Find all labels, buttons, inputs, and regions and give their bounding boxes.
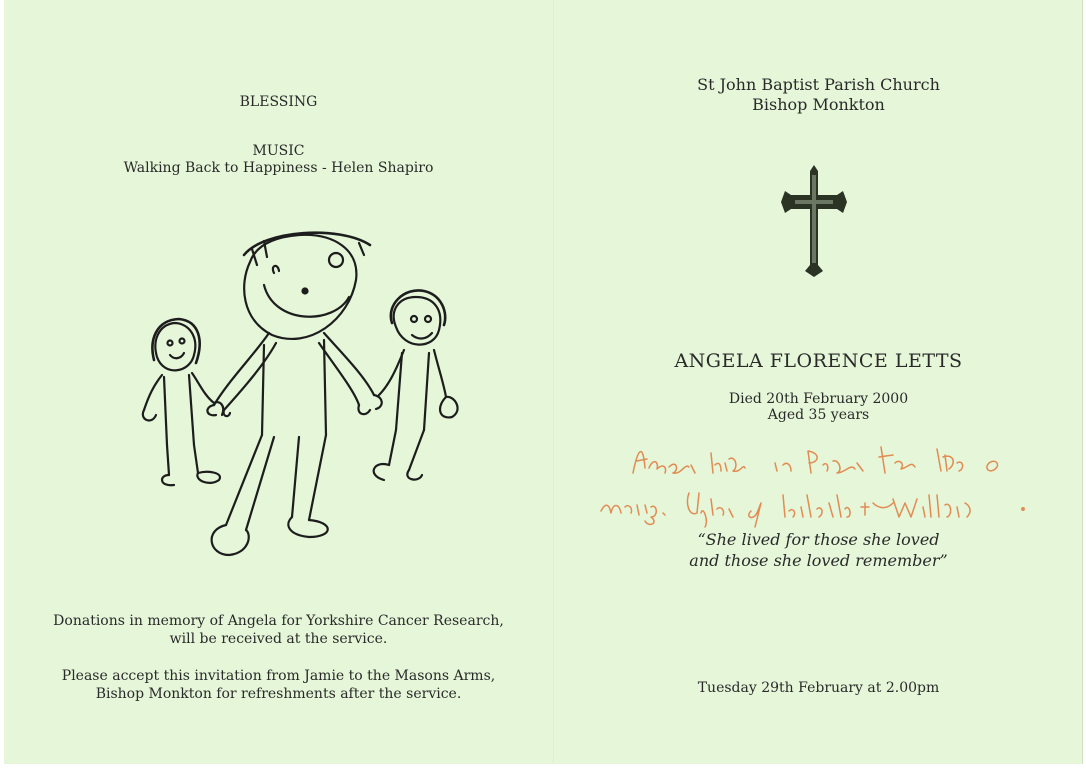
- service-time: Tuesday 29th February at 2.00pm: [697, 680, 940, 696]
- child-drawing: [134, 225, 464, 565]
- right-panel: [555, 0, 1082, 764]
- age: Aged 35 years: [767, 407, 870, 423]
- donations-line-1: Donations in memory of Angela for Yorkshire Cancer Research,: [53, 613, 504, 629]
- blessing-heading: BLESSING: [239, 94, 318, 110]
- quote-line-1: “She lived for those she loved: [697, 530, 940, 549]
- cross-icon: [781, 165, 847, 277]
- quote-line-2: and those she loved remember”: [689, 551, 948, 570]
- handwritten-note: [593, 433, 1068, 528]
- church-location: Bishop Monkton: [752, 95, 885, 114]
- music-piece: Walking Back to Happiness - Helen Shapiro: [123, 160, 434, 176]
- invitation-line-2: Bishop Monkton for refreshments after the service.: [95, 686, 462, 702]
- deceased-name: ANGELA FLORENCE LETTS: [674, 350, 963, 372]
- church-name: St John Baptist Parish Church: [697, 75, 940, 94]
- date-of-death: Died 20th February 2000: [728, 391, 909, 407]
- handwritten-note-text: [555, 0, 556, 1]
- donations-line-2: will be received at the service.: [169, 631, 388, 647]
- order-of-service-sheet: [4, 0, 1083, 764]
- music-heading: MUSIC: [252, 143, 305, 159]
- left-panel: [4, 0, 553, 764]
- invitation-line-1: Please accept this invitation from Jamie to the Masons Arms,: [61, 668, 496, 684]
